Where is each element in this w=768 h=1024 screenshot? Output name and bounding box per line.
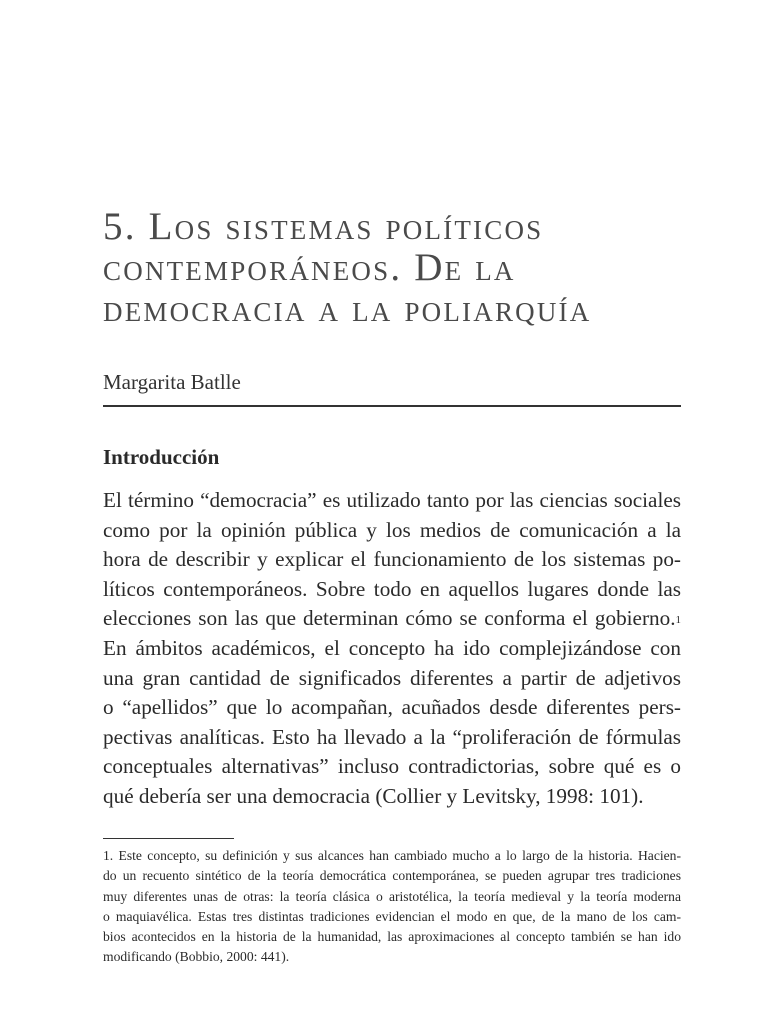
author-name: Margarita Batlle bbox=[103, 370, 241, 394]
body-line: En ámbitos académicos, el concepto ha ido complejizándose con bbox=[103, 635, 681, 660]
body-paragraph bbox=[103, 486, 681, 812]
title-divider bbox=[103, 405, 681, 407]
footnote-line: 1. Este concepto, su definición y sus alcances han cambiado mucho a lo largo de la historia. Hacien- bbox=[103, 848, 681, 863]
body-line: El término “democracia” es utilizado tanto por las ciencias sociales bbox=[103, 488, 681, 512]
footnote-line: modificando (Bobbio, 2000: 441). bbox=[103, 949, 290, 965]
footnote-reference[interactable]: 1 bbox=[675, 614, 681, 627]
body-line-with-footnote bbox=[103, 604, 681, 634]
footnote-line: do un recuento sintético de la teoría democrática contemporánea, se pueden agrupar tres tradiciones bbox=[103, 868, 681, 884]
footnote-line: bios acontecidos en la historia de la humanidad, las aproximaciones al concepto también se han ido bbox=[103, 929, 681, 945]
body-line: conceptuales alternativas” incluso contradictorias, sobre qué es o bbox=[103, 754, 681, 779]
chapter-title bbox=[103, 206, 693, 329]
body-line: una gran cantidad de significados diferentes a partir de adjetivos bbox=[103, 665, 681, 690]
body-line: líticos contemporáneos. Sobre todo en aquellos lugares donde las bbox=[103, 576, 681, 601]
chapter-title-line: democracia a la poliarquía bbox=[103, 287, 592, 330]
footnote-line: o maquiavélica. Estas tres distintas tradiciones evidencian el modo en que, de la mano de los cam- bbox=[103, 908, 681, 924]
body-line: o “apellidos” que lo acompañan, acuñados desde diferentes pers- bbox=[103, 695, 681, 720]
chapter-title-line: contemporáneos. De la bbox=[103, 246, 516, 289]
footnote bbox=[103, 846, 681, 968]
footnote-line: muy diferentes unas de otras: la teoría clásica o aristotélica, la teoría medieval y la teoría moderna bbox=[103, 888, 681, 904]
chapter-title-line: 5. Los sistemas políticos bbox=[103, 205, 544, 248]
body-line: hora de describir y explicar el funcionamiento de los sistemas po- bbox=[103, 547, 681, 572]
footnote-divider bbox=[103, 838, 234, 839]
section-heading: Introducción bbox=[103, 445, 220, 469]
body-line: pectivas analíticas. Esto ha llevado a la “proliferación de fórmulas bbox=[103, 724, 681, 749]
body-line-text: elecciones son las que determinan cómo se conforma el gobierno. bbox=[103, 606, 676, 631]
body-line: como por la opinión pública y los medios de comunicación a la bbox=[103, 517, 681, 542]
body-line: qué debería ser una democracia (Collier y Levitsky, 1998: 101). bbox=[103, 783, 644, 808]
